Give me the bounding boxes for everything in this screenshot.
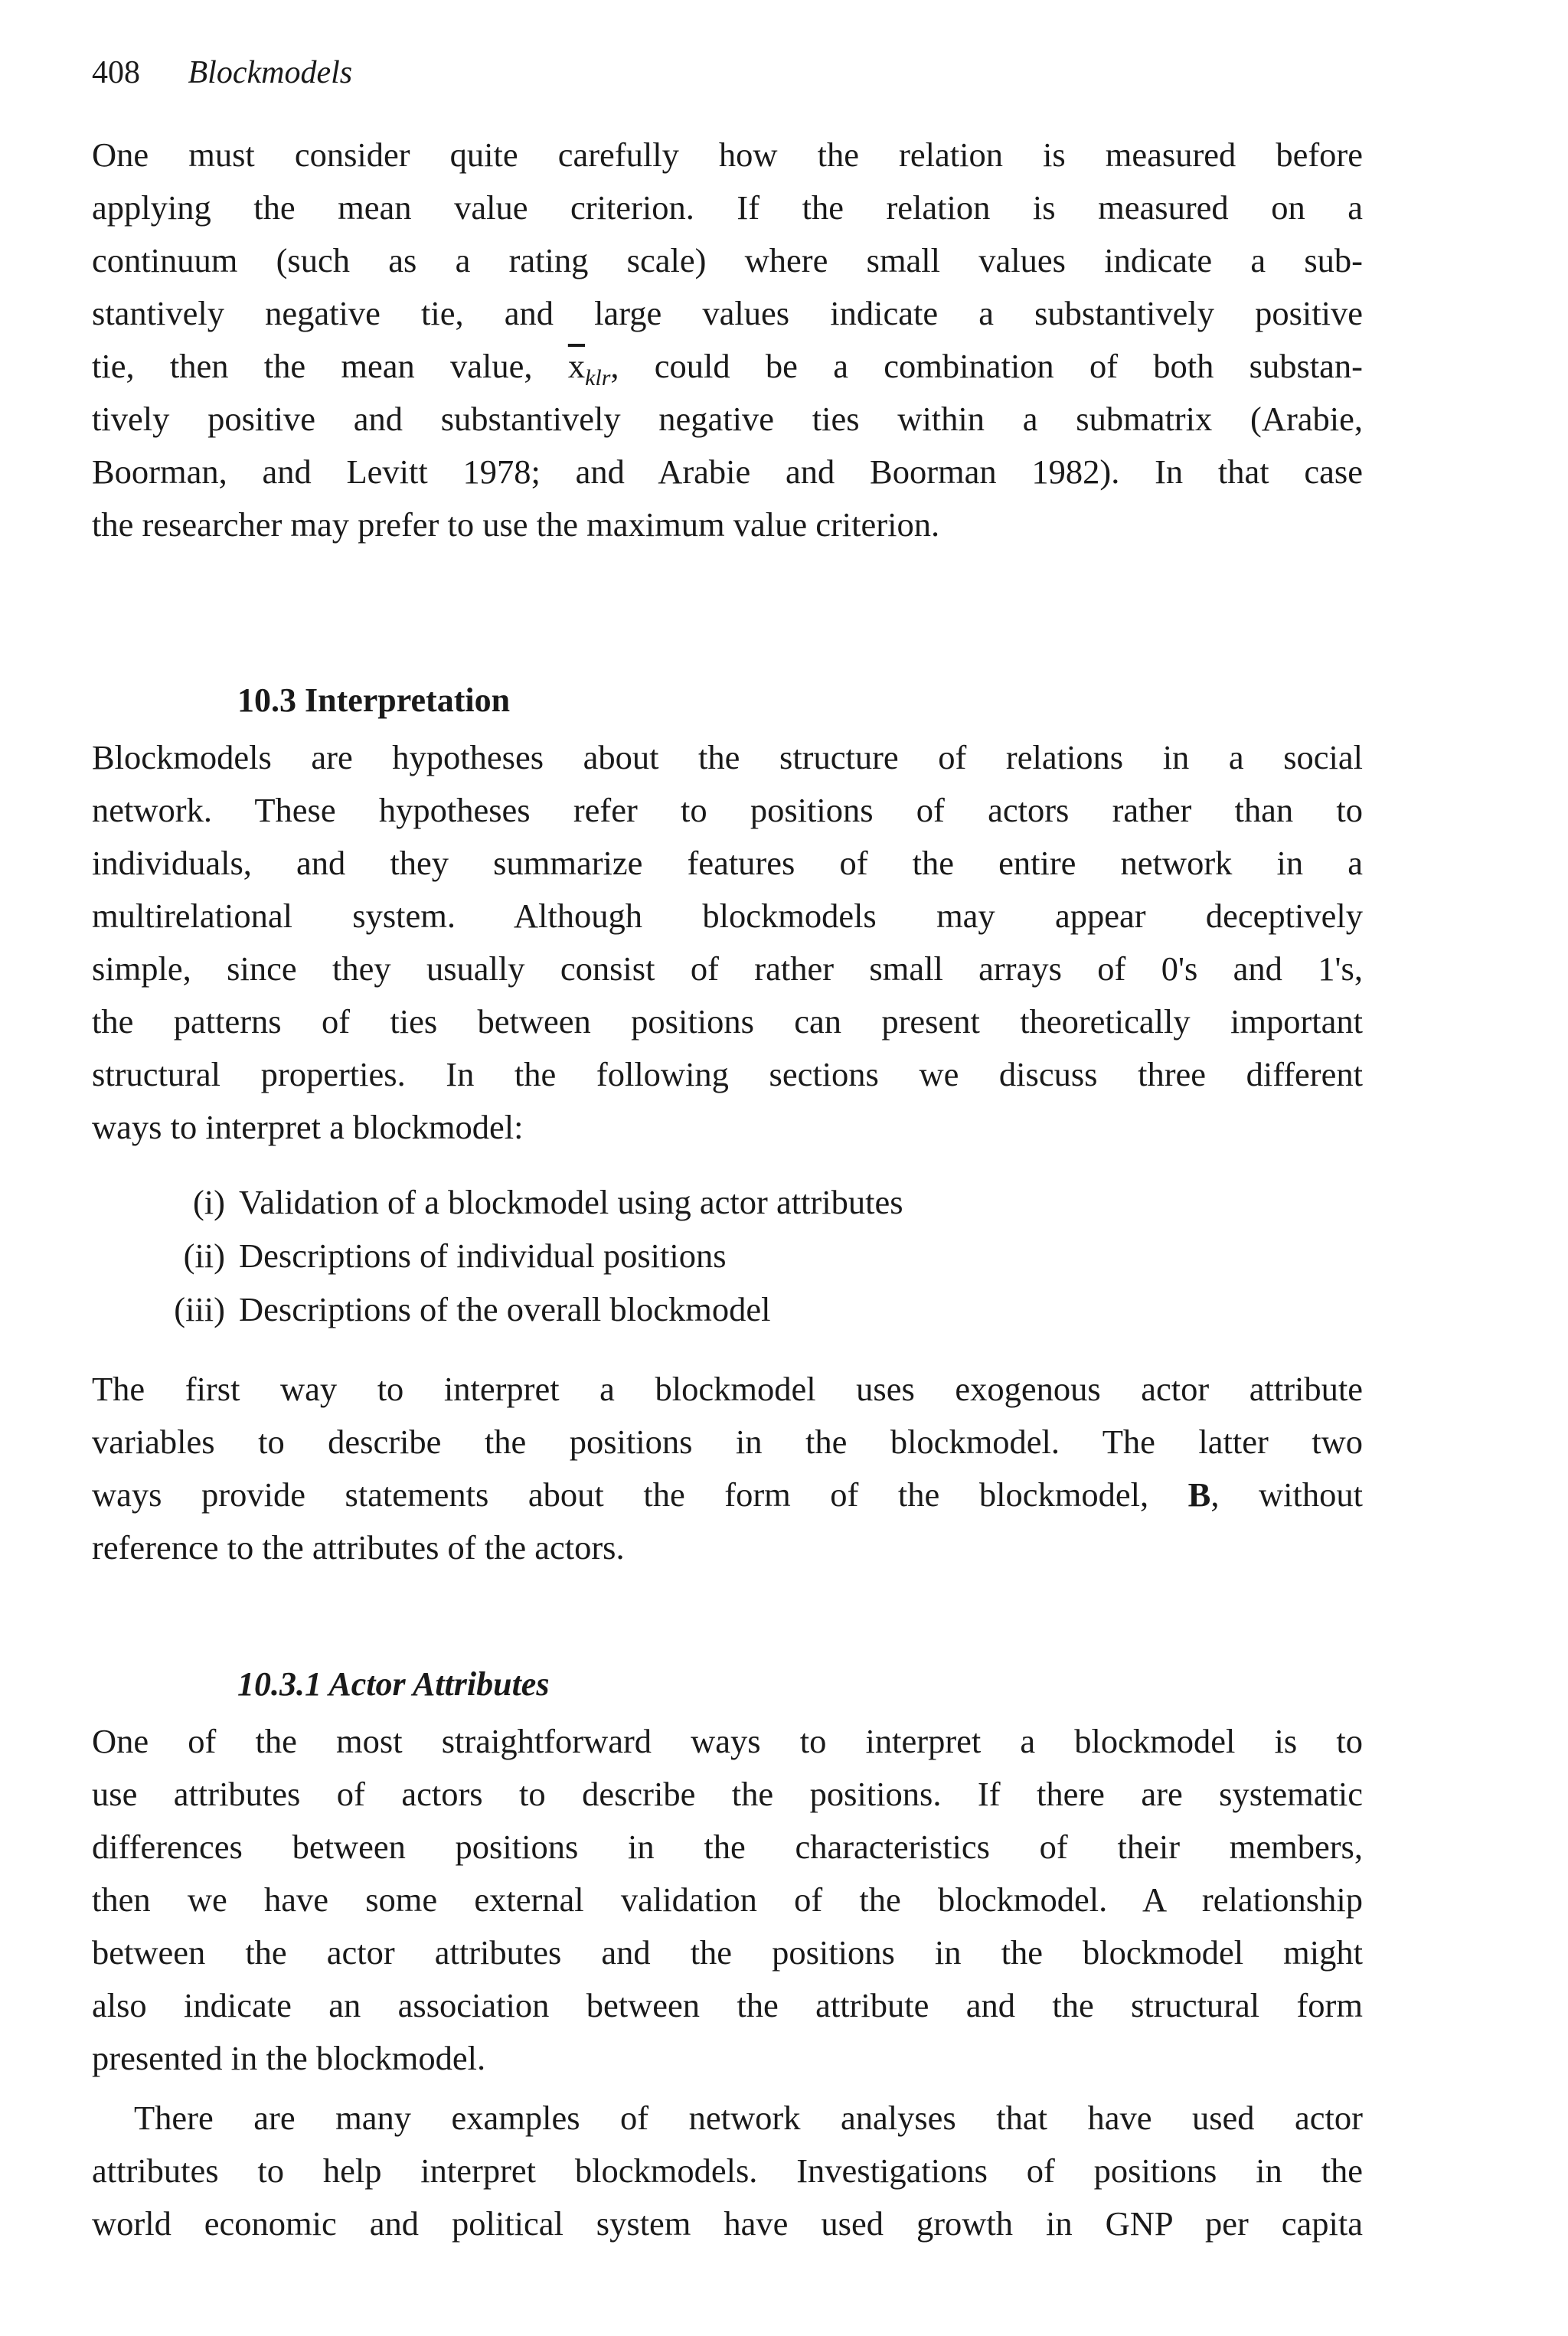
text-line: reference to the attributes of the actors. <box>92 1528 625 1567</box>
text-line: use attributes of actors to describe the positions. If there are systematic <box>92 1775 1363 1813</box>
text-line: Blockmodels are hypotheses about the structure of relations in a social <box>92 738 1363 776</box>
list-item-text: Validation of a blockmodel using actor attributes <box>239 1183 903 1221</box>
text-fragment: tie, then the mean value, <box>92 347 568 385</box>
text-line: One must consider quite carefully how the relation is measured before <box>92 136 1363 174</box>
paragraph-mean-value-criterion <box>92 129 1363 551</box>
text-line: stantively negative tie, and large values indicate a substantively positive <box>92 294 1363 332</box>
text-line: multirelational system. Although blockmodels may appear deceptively <box>92 897 1363 935</box>
text-line: attributes to help interpret blockmodels. Investigations of positions in the <box>92 2151 1363 2190</box>
running-head <box>92 46 352 100</box>
text-line: variables to describe the positions in the blockmodel. The latter two <box>92 1423 1363 1461</box>
text-line: the researcher may prefer to use the maximum value criterion. <box>92 505 940 544</box>
list-item-number: (iii) <box>174 1290 225 1328</box>
text-line-with-symbol <box>92 340 1363 393</box>
list-item <box>92 1282 1363 1336</box>
text-line: ways to interpret a blockmodel: <box>92 1108 524 1146</box>
text-line: then we have some external validation of the blockmodel. A relationship <box>92 1880 1363 1919</box>
text-line: One of the most straightforward ways to interpret a blockmodel is to <box>92 1722 1363 1760</box>
text-line: Boorman, and Levitt 1978; and Arabie and Boorman 1982). In that case <box>92 452 1363 491</box>
running-title: Blockmodels <box>188 55 353 90</box>
list-item-text: Descriptions of the overall blockmodel <box>239 1290 771 1328</box>
math-subscript: klr <box>585 365 611 390</box>
list-item <box>92 1229 1363 1282</box>
text-line: world economic and political system have used growth in GNP per capita <box>92 2204 1363 2243</box>
paragraph-actor-attributes <box>92 1715 1363 2085</box>
text-line: individuals, and they summarize features of the entire network in a <box>92 844 1363 882</box>
math-symbol-x-bar: $\overline{x}$ <box>567 347 586 385</box>
list-item-number: (i) <box>192 1183 225 1221</box>
text-line: The first way to interpret a blockmodel uses exogenous actor attribute <box>92 1370 1363 1408</box>
list-item-number: (ii) <box>183 1237 225 1275</box>
text-line: simple, since they usually consist of rather small arrays of 0's and 1's, <box>92 949 1363 988</box>
page-number: 408 <box>92 55 140 90</box>
text-line: continuum (such as a rating scale) where small values indicate a sub- <box>92 241 1363 279</box>
text-line: tively positive and substantively negative ties within a submatrix (Arabie, <box>92 400 1363 438</box>
text-fragment: ways provide statements about the form of the blockmodel, <box>92 1475 1188 1514</box>
text-line: between the actor attributes and the positions in the blockmodel might <box>92 1933 1363 1972</box>
text-line: the patterns of ties between positions can present theoretically important <box>92 1002 1363 1041</box>
list-item-text: Descriptions of individual positions <box>239 1237 727 1275</box>
text-line: differences between positions in the characteristics of their members, <box>92 1828 1363 1866</box>
text-line: There are many examples of network analyses that have used actor <box>134 2099 1363 2137</box>
paragraph-interpretation-ways <box>92 1363 1363 1574</box>
text-fragment: , could be a combination of both substan- <box>610 347 1363 385</box>
text-line: network. These hypotheses refer to positions of actors rather than to <box>92 791 1363 829</box>
list-item <box>92 1175 1363 1229</box>
text-line: applying the mean value criterion. If the relation is measured on a <box>92 188 1363 227</box>
interpretation-list <box>92 1175 1363 1336</box>
paragraph-network-examples <box>92 2092 1363 2250</box>
text-line: structural properties. In the following sections we discuss three different <box>92 1055 1363 1093</box>
text-fragment: , without <box>1210 1475 1363 1514</box>
text-line-with-bold <box>92 1469 1363 1521</box>
text-line: presented in the blockmodel. <box>92 2039 486 2077</box>
paragraph-interpretation <box>92 731 1363 1154</box>
text-line: also indicate an association between the attribute and the structural form <box>92 1986 1363 2024</box>
subsection-heading: 10.3.1 Actor Attributes <box>237 1665 550 1703</box>
section-heading: 10.3 Interpretation <box>237 681 511 719</box>
bold-symbol-b: B <box>1187 1475 1211 1514</box>
